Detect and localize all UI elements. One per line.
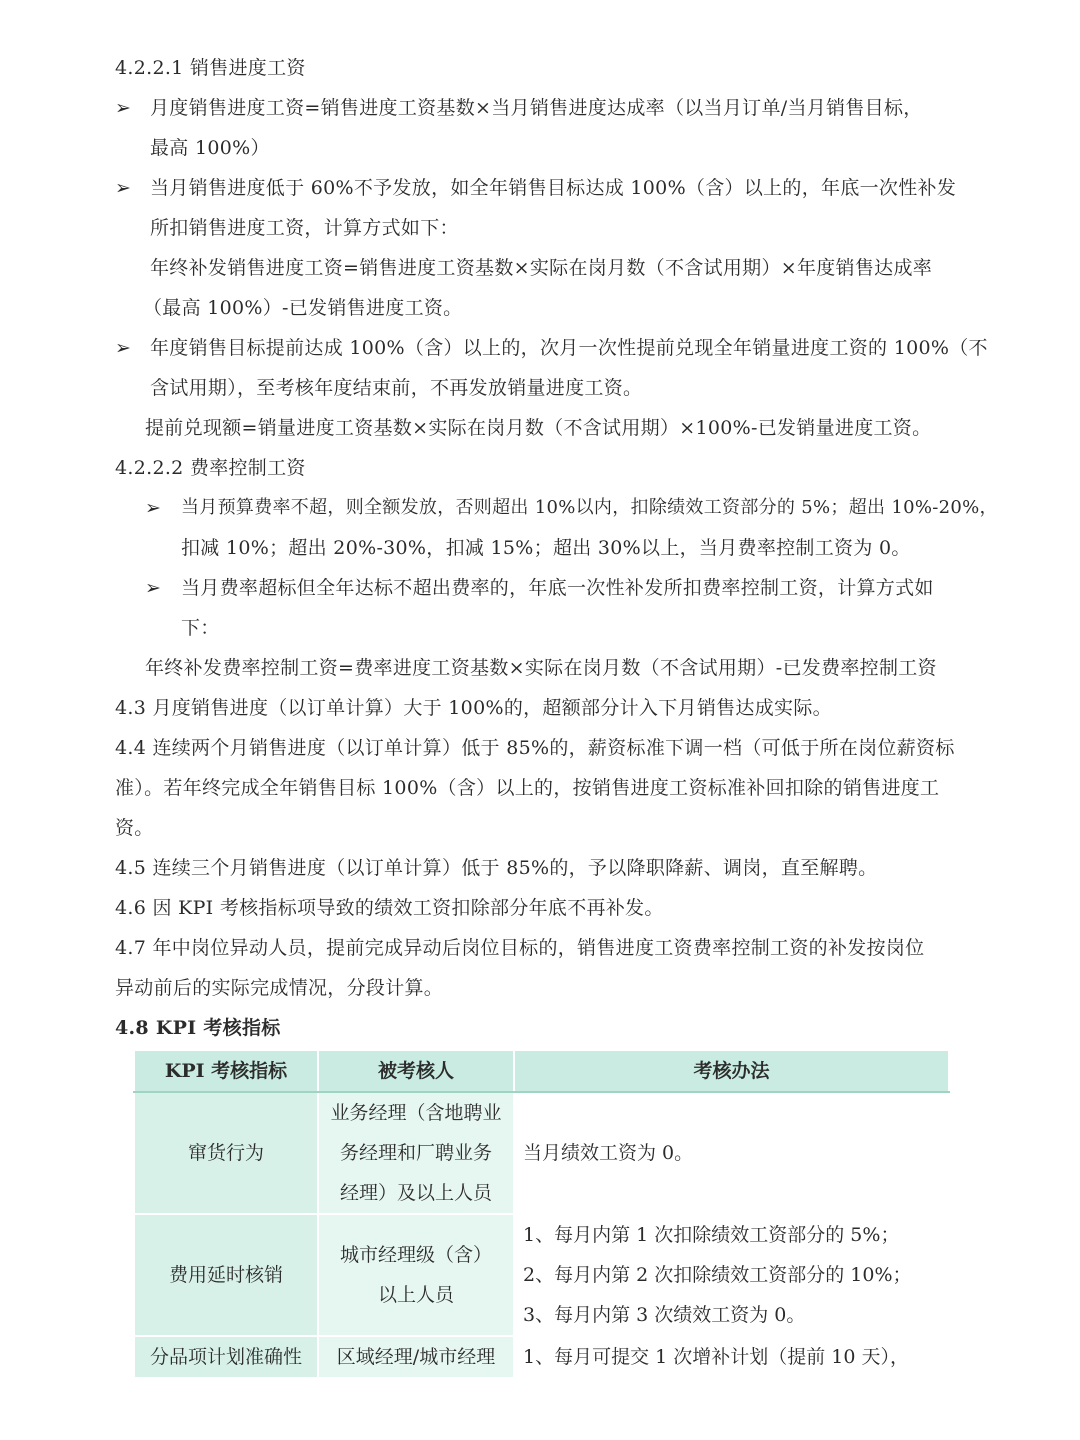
col-header-indicator: KPI 考核指标 xyxy=(134,1050,318,1092)
bullet-arrow-icon: ➢ xyxy=(145,577,161,599)
formula-line: 年终补发销售进度工资=销售进度工资基数×实际在岗月数（不含试用期）×年度销售达成率 xyxy=(150,257,933,279)
bullet-arrow-icon: ➢ xyxy=(115,97,131,119)
method-line: 当月绩效工资为 0。 xyxy=(523,1142,694,1164)
table-header-row xyxy=(134,1050,949,1092)
clause-4-4: 4.4 连续两个月销售进度（以订单计算）低于 85%的，薪资标准下调一档（可低于所在岗位薪资标 xyxy=(115,737,955,759)
col-header-person: 被考核人 xyxy=(318,1050,514,1092)
formula-line: 提前兑现额=销量进度工资基数×实际在岗月数（不含试用期）×100%-已发销量进度工资。 xyxy=(145,417,932,439)
formula-line: 年终补发费率控制工资=费率进度工资基数×实际在岗月数（不含试用期）-已发费率控制工资 xyxy=(145,657,937,679)
method-line: 3、每月内第 3 次绩效工资为 0。 xyxy=(523,1304,806,1326)
person-cell xyxy=(318,1336,514,1378)
clause-4-3: 4.3 月度销售进度（以订单计算）大于 100%的，超额部分计入下月销售达成实际。 xyxy=(115,697,832,719)
paragraph-line: 月度销售进度工资=销售进度工资基数×当月销售进度达成率（以当月订单/当月销售目标， xyxy=(150,97,923,119)
indicator-cell: 窜货行为 xyxy=(134,1092,318,1214)
method-cell xyxy=(514,1214,949,1336)
paragraph-line: 当月销售进度低于 60%不予发放，如全年销售目标达成 100%（含）以上的，年底一次性补发 xyxy=(150,177,957,199)
clause-4-4-cont: 准）。若年终完成全年销售目标 100%（含）以上的，按销售进度工资标准补回扣除的销售进度工 xyxy=(115,777,940,799)
method-line: 1、每月可提交 1 次增补计划（提前 10 天）， xyxy=(523,1346,910,1368)
table-row xyxy=(134,1214,949,1336)
clause-4-5: 4.5 连续三个月销售进度（以订单计算）低于 85%的，予以降职降薪、调岗，直至解聘。 xyxy=(115,857,878,879)
method-line: 1、每月内第 1 次扣除绩效工资部分的 5%； xyxy=(523,1224,900,1246)
method-cell xyxy=(514,1092,949,1214)
bullet-arrow-icon: ➢ xyxy=(115,177,131,199)
clause-4-4-cont: 资。 xyxy=(115,817,154,839)
person-line: 城市经理级（含） xyxy=(339,1244,492,1266)
method-cell xyxy=(514,1336,949,1378)
section-heading-4-2-2-2: 4.2.2.2 费率控制工资 xyxy=(115,457,306,479)
person-line: 区域经理/城市经理 xyxy=(336,1346,496,1368)
table-row xyxy=(134,1092,949,1214)
indicator-cell: 费用延时核销 xyxy=(134,1214,318,1336)
bullet-arrow-icon: ➢ xyxy=(145,497,161,519)
clause-4-7-cont: 异动前后的实际完成情况，分段计算。 xyxy=(115,977,444,999)
kpi-table xyxy=(133,1049,950,1379)
paragraph-line: 最高 100%） xyxy=(150,137,270,159)
indicator-cell: 分品项计划准确性 xyxy=(134,1336,318,1378)
bullet-arrow-icon: ➢ xyxy=(115,337,131,359)
person-line: 以上人员 xyxy=(377,1284,454,1306)
formula-line: （最高 100%）-已发销售进度工资。 xyxy=(143,297,463,319)
paragraph-line: 年度销售目标提前达成 100%（含）以上的，次月一次性提前兑现全年销量进度工资的 100%（不 xyxy=(150,337,988,359)
table-row xyxy=(134,1336,949,1378)
clause-4-8-heading: 4.8 KPI 考核指标 xyxy=(115,1017,281,1039)
person-cell xyxy=(318,1214,514,1336)
paragraph-line: 下： xyxy=(181,617,220,639)
person-cell xyxy=(318,1092,514,1214)
paragraph-line: 当月费率超标但全年达标不超出费率的，年底一次性补发所扣费率控制工资，计算方式如 xyxy=(181,577,934,599)
person-line: 经理）及以上人员 xyxy=(339,1182,492,1204)
section-heading-4-2-2-1: 4.2.2.1 销售进度工资 xyxy=(115,57,306,79)
clause-4-7: 4.7 年中岗位异动人员，提前完成异动后岗位目标的，销售进度工资费率控制工资的补发按岗位 xyxy=(115,937,925,959)
clause-4-6: 4.6 因 KPI 考核指标项导致的绩效工资扣除部分年底不再补发。 xyxy=(115,897,664,919)
method-line: 2、每月内第 2 次扣除绩效工资部分的 10%； xyxy=(523,1264,912,1286)
paragraph-line: 当月预算费率不超，则全额发放，否则超出 10%以内，扣除绩效工资部分的 5%；超出 10%-20%， xyxy=(181,497,998,518)
paragraph-line: 扣减 10%；超出 20%-30%，扣减 15%；超出 30%以上，当月费率控制工资为 0。 xyxy=(181,537,911,559)
col-header-method: 考核办法 xyxy=(514,1050,949,1092)
paragraph-line: 所扣销售进度工资，计算方式如下： xyxy=(150,217,459,239)
person-line: 务经理和厂聘业务 xyxy=(339,1142,492,1164)
person-line: 业务经理（含地聘业 xyxy=(330,1102,502,1124)
paragraph-line: 含试用期），至考核年度结束前，不再发放销量进度工资。 xyxy=(150,377,643,399)
